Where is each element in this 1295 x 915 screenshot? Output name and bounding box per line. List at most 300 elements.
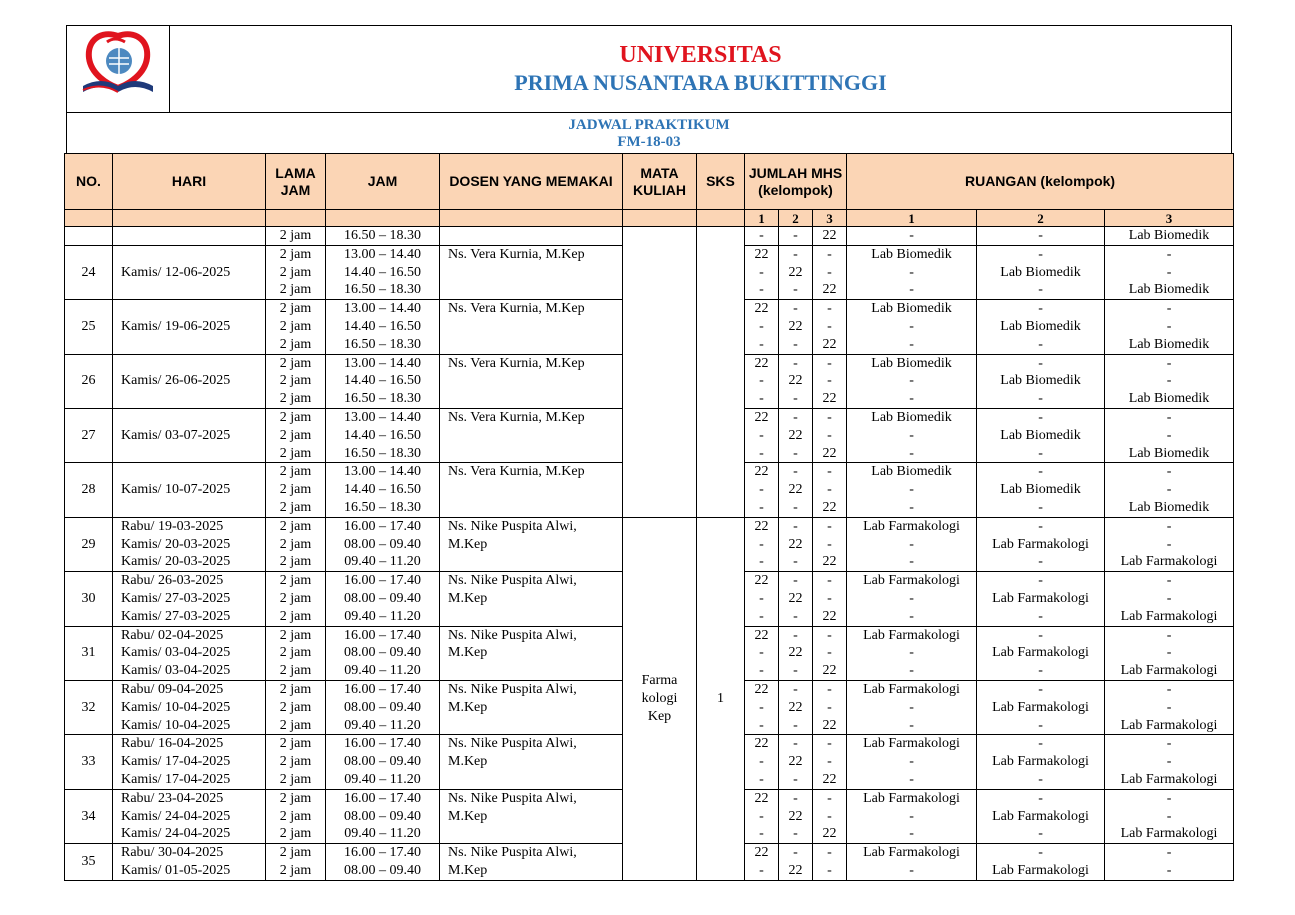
ruangan-r2-cell-line: Lab Farmakologi xyxy=(992,536,1089,552)
jumlah-g1-cell xyxy=(745,572,779,626)
lama-cell-line: 2 jam xyxy=(279,282,312,298)
jumlah-g1-cell-line: - xyxy=(759,717,764,733)
ruangan-r1-cell-line: - xyxy=(909,699,914,715)
ruangan-r2-cell-line: - xyxy=(1038,518,1043,534)
ruangan-r1-cell-line: - xyxy=(909,771,914,787)
lama-cell xyxy=(266,300,326,354)
lama-cell-line: 2 jam xyxy=(279,336,312,352)
hari-cell-line xyxy=(121,246,265,264)
ruangan-r3-cell-line: Lab Biomedik xyxy=(1128,336,1210,352)
lama-cell xyxy=(266,844,326,881)
jumlah-g2-cell-line: - xyxy=(793,717,798,733)
hari-cell-line: Kamis/ 17-04-2025 xyxy=(121,771,231,787)
jumlah-g3-cell xyxy=(813,844,847,881)
jumlah-g1-cell xyxy=(745,680,779,734)
ruangan-r2-cell xyxy=(977,735,1105,789)
ruangan-group-2: 2 xyxy=(977,210,1105,227)
jumlah-g2-cell-line: 22 xyxy=(788,808,803,824)
ruangan-r2-cell xyxy=(977,789,1105,843)
sks-empty-cell xyxy=(697,227,745,518)
ruangan-r3-cell-line: - xyxy=(1166,790,1172,806)
ruangan-r3-cell-line: - xyxy=(1166,736,1172,752)
ruangan-r3-cell xyxy=(1105,354,1234,408)
ruangan-r1-cell xyxy=(847,844,977,881)
ruangan-r1-cell-line: - xyxy=(909,445,914,461)
lama-cell-line: 2 jam xyxy=(279,573,312,589)
ruangan-r3-cell-line: - xyxy=(1166,754,1172,770)
ruangan-r2-cell-line: - xyxy=(1038,301,1043,317)
row-number: 24 xyxy=(65,245,113,299)
jumlah-g3-cell-line: - xyxy=(827,627,832,643)
ruangan-r2-cell-line: - xyxy=(1038,228,1043,243)
jumlah-g1-cell xyxy=(745,844,779,881)
mata-kuliah-cell xyxy=(623,517,697,880)
dosen-cell-line xyxy=(448,336,622,354)
col-header-lama: LAMA JAM xyxy=(266,154,326,210)
jumlah-g2-cell-line: - xyxy=(793,282,798,298)
jumlah-g2-cell xyxy=(779,680,813,734)
jumlah-g2-cell-line: - xyxy=(793,790,798,806)
hari-cell-line xyxy=(121,355,265,373)
ruangan-r1-cell-line: Lab Farmakologi xyxy=(863,736,960,752)
jumlah-g3-cell-line: - xyxy=(827,464,832,480)
jumlah-g2-cell xyxy=(779,735,813,789)
dosen-cell xyxy=(440,844,623,881)
jumlah-g3-cell-line: - xyxy=(827,301,832,317)
dosen-cell-line xyxy=(448,717,622,735)
dosen-cell-line: M.Kep xyxy=(448,699,488,715)
ruangan-r1-cell-line: - xyxy=(909,663,914,679)
jumlah-g3-cell-line: - xyxy=(827,482,832,498)
jumlah-g3-cell-line: - xyxy=(827,264,832,280)
jam-cell-line: 08.00 – 09.40 xyxy=(344,754,421,770)
jam-cell-line: 16.50 – 18.30 xyxy=(344,228,421,243)
row-number: 31 xyxy=(65,626,113,680)
ruangan-r2-cell xyxy=(977,517,1105,571)
university-line-1: UNIVERSITAS xyxy=(619,42,782,68)
ruangan-r2-cell xyxy=(977,227,1105,246)
jam-cell-line: 08.00 – 09.40 xyxy=(344,862,421,878)
ruangan-group-3: 3 xyxy=(1105,210,1234,227)
jumlah-g3-cell xyxy=(813,680,847,734)
lama-cell xyxy=(266,572,326,626)
ruangan-r3-cell-line: Lab Farmakologi xyxy=(1120,771,1218,787)
dosen-cell-line: Ns. Nike Puspita Alwi, xyxy=(448,627,577,643)
ruangan-r3-cell-line: Lab Biomedik xyxy=(1128,445,1210,461)
sks-cell: 1 xyxy=(697,517,745,880)
lama-cell-line: 2 jam xyxy=(279,445,312,461)
jumlah-g3-cell-line: - xyxy=(827,808,832,824)
jumlah-g2-cell xyxy=(779,463,813,517)
dosen-cell-line: M.Kep xyxy=(448,645,488,661)
jumlah-g3-cell-line: 22 xyxy=(822,608,837,624)
lama-cell-line: 2 jam xyxy=(279,663,312,679)
ruangan-r3-cell-line: Lab Biomedik xyxy=(1128,391,1210,407)
jumlah-g3-cell-line: 22 xyxy=(822,826,837,842)
hari-cell xyxy=(113,408,266,462)
hari-cell-line: Rabu/ 19-03-2025 xyxy=(121,518,224,534)
hari-cell xyxy=(113,245,266,299)
jam-cell-line: 16.00 – 17.40 xyxy=(344,845,421,861)
ruangan-r1-cell-line: - xyxy=(909,862,914,878)
ruangan-r2-cell-line: Lab Farmakologi xyxy=(992,699,1089,715)
jumlah-g3-cell-line: - xyxy=(827,590,832,606)
ruangan-r3-cell-line: - xyxy=(1166,355,1172,371)
jumlah-g2-cell xyxy=(779,227,813,246)
jam-cell xyxy=(326,245,440,299)
jumlah-g2-cell-line: - xyxy=(793,518,798,534)
hari-cell-line: Kamis/ 24-04-2025 xyxy=(121,826,231,842)
jumlah-g1-cell-line: - xyxy=(759,264,764,280)
hari-cell-line: Kamis/ 10-04-2025 xyxy=(121,717,231,733)
ruangan-r2-cell-line: - xyxy=(1038,845,1043,861)
jumlah-g1-cell-line: - xyxy=(759,826,764,842)
jumlah-g3-cell-line: - xyxy=(827,790,832,806)
ruangan-r2-cell-line: - xyxy=(1038,409,1043,425)
jumlah-g3-cell-line: - xyxy=(827,373,832,389)
row-number: 30 xyxy=(65,572,113,626)
jumlah-g1-cell-line: - xyxy=(759,771,764,787)
jumlah-g1-cell-line: - xyxy=(759,536,764,552)
document-header xyxy=(66,25,1232,113)
jam-cell-line: 16.00 – 17.40 xyxy=(344,627,421,643)
doc-title: JADWAL PRAKTIKUM xyxy=(568,117,730,133)
ruangan-r3-cell-line: - xyxy=(1166,427,1172,443)
hari-cell-line: Rabu/ 16-04-2025 xyxy=(121,736,224,752)
jumlah-g3-cell xyxy=(813,354,847,408)
ruangan-r1-cell xyxy=(847,227,977,246)
ruangan-r1-cell-line: - xyxy=(909,717,914,733)
jam-cell-line: 16.00 – 17.40 xyxy=(344,790,421,806)
hari-cell xyxy=(113,354,266,408)
jumlah-g1-cell-line: - xyxy=(759,663,764,679)
dosen-cell-line: M.Kep xyxy=(448,862,488,878)
jam-cell-line: 16.00 – 17.40 xyxy=(344,518,421,534)
jumlah-g2-cell-line: - xyxy=(793,336,798,352)
jumlah-g3-cell-line: - xyxy=(827,536,832,552)
jumlah-g3-cell-line: - xyxy=(827,409,832,425)
lama-cell-line: 2 jam xyxy=(279,318,312,334)
jam-cell xyxy=(326,626,440,680)
lama-cell-line: 2 jam xyxy=(279,645,312,661)
jumlah-g2-cell-line: - xyxy=(793,681,798,697)
ruangan-r1-cell-line: Lab Farmakologi xyxy=(863,518,960,534)
ruangan-r1-cell-line: - xyxy=(909,645,914,661)
jam-cell-line: 14.40 – 16.50 xyxy=(344,427,421,443)
jumlah-g3-cell xyxy=(813,227,847,246)
jam-cell xyxy=(326,572,440,626)
jumlah-g1-cell xyxy=(745,626,779,680)
jumlah-g1-cell-line: - xyxy=(759,373,764,389)
ruangan-r1-cell-line: - xyxy=(909,499,914,515)
ruangan-r2-cell-line: Lab Biomedik xyxy=(1000,264,1081,280)
ruangan-r3-cell xyxy=(1105,735,1234,789)
dosen-cell xyxy=(440,463,623,517)
lama-cell-line: 2 jam xyxy=(279,627,312,643)
jam-cell xyxy=(326,517,440,571)
ruangan-r2-cell-line: - xyxy=(1038,826,1043,842)
jumlah-g2-cell-line: 22 xyxy=(788,427,803,443)
jumlah-g2-cell-line: - xyxy=(793,845,798,861)
mata-kuliah-line: kologi xyxy=(641,690,678,706)
jumlah-g1-cell-line: - xyxy=(759,445,764,461)
jumlah-g1-cell-line: 22 xyxy=(754,627,769,643)
jumlah-g2-cell-line: 22 xyxy=(788,699,803,715)
jam-cell-line: 13.00 – 14.40 xyxy=(344,409,421,425)
dosen-cell-line: Ns. Vera Kurnia, M.Kep xyxy=(448,301,585,317)
lama-cell xyxy=(266,517,326,571)
jumlah-g1-cell-line: 22 xyxy=(754,355,769,371)
ruangan-r2-cell-line: - xyxy=(1038,391,1043,407)
ruangan-r1-cell-line: - xyxy=(909,608,914,624)
ruangan-r1-cell-line: Lab Biomedik xyxy=(871,464,952,480)
ruangan-r3-cell-line: - xyxy=(1166,264,1172,280)
ruangan-r2-cell-line: - xyxy=(1038,663,1043,679)
ruangan-r2-cell-line: - xyxy=(1038,681,1043,697)
dosen-cell xyxy=(440,572,623,626)
jumlah-g3-cell-line: 22 xyxy=(822,499,837,515)
ruangan-r3-cell xyxy=(1105,844,1234,881)
jumlah-g1-cell-line: - xyxy=(759,391,764,407)
ruangan-r1-cell-line: Lab Biomedik xyxy=(871,355,952,371)
row-number xyxy=(65,227,113,246)
jumlah-g1-cell xyxy=(745,789,779,843)
jumlah-g2-cell-line: 22 xyxy=(788,536,803,552)
ruangan-r1-cell-line: - xyxy=(909,554,914,570)
ruangan-r2-cell-line: - xyxy=(1038,499,1043,515)
dosen-cell-line: Ns. Vera Kurnia, M.Kep xyxy=(448,409,585,425)
dosen-cell-line: M.Kep xyxy=(448,536,488,552)
ruangan-r3-cell xyxy=(1105,408,1234,462)
hari-cell xyxy=(113,300,266,354)
lama-cell-line: 2 jam xyxy=(279,518,312,534)
ruangan-r2-cell-line: - xyxy=(1038,355,1043,371)
ruangan-r2-cell-line: Lab Biomedik xyxy=(1000,373,1081,389)
hari-cell-line xyxy=(121,499,265,517)
hari-cell xyxy=(113,680,266,734)
ruangan-r3-cell-line: - xyxy=(1166,373,1172,389)
jumlah-g3-cell-line: - xyxy=(827,754,832,770)
jam-cell-line: 08.00 – 09.40 xyxy=(344,808,421,824)
hari-cell-line xyxy=(121,463,265,481)
dosen-cell xyxy=(440,245,623,299)
dosen-cell-line: Ns. Nike Puspita Alwi, xyxy=(448,790,577,806)
hari-cell-line: Rabu/ 26-03-2025 xyxy=(121,573,224,589)
ruangan-r2-cell-line: Lab Biomedik xyxy=(1000,427,1081,443)
ruangan-r3-cell-line: - xyxy=(1166,573,1172,589)
jumlah-g1-cell-line: 22 xyxy=(754,845,769,861)
jumlah-g3-cell xyxy=(813,572,847,626)
dosen-cell xyxy=(440,300,623,354)
ruangan-r2-cell-line: - xyxy=(1038,464,1043,480)
jam-cell-line: 08.00 – 09.40 xyxy=(344,590,421,606)
hari-cell-line xyxy=(121,227,265,245)
hari-cell xyxy=(113,572,266,626)
jumlah-g3-cell-line: 22 xyxy=(822,554,837,570)
jam-cell-line: 09.40 – 11.20 xyxy=(344,826,421,842)
jumlah-g3-cell xyxy=(813,789,847,843)
jumlah-g3-cell-line: 22 xyxy=(822,663,837,679)
ruangan-r2-cell-line: Lab Farmakologi xyxy=(992,808,1089,824)
jam-cell-line: 16.50 – 18.30 xyxy=(344,282,421,298)
hari-cell-line: Rabu/ 09-04-2025 xyxy=(121,681,224,697)
jumlah-g3-cell-line: 22 xyxy=(822,771,837,787)
jumlah-g1-cell-line: 22 xyxy=(754,464,769,480)
hari-cell xyxy=(113,227,266,246)
jumlah-g3-cell-line: - xyxy=(827,318,832,334)
ruangan-r1-cell-line: - xyxy=(909,336,914,352)
ruangan-r1-cell xyxy=(847,463,977,517)
ruangan-r2-cell xyxy=(977,408,1105,462)
dosen-cell-line xyxy=(448,372,622,390)
table-body xyxy=(65,227,1234,881)
jumlah-g3-cell-line: - xyxy=(827,681,832,697)
jumlah-g1-cell-line: - xyxy=(759,427,764,443)
jumlah-g2-cell xyxy=(779,517,813,571)
hari-cell-line xyxy=(121,445,265,463)
jumlah-g2-cell-line: - xyxy=(793,663,798,679)
hari-cell-line: Kamis/ 03-04-2025 xyxy=(121,663,231,679)
jumlah-g1-cell-line: - xyxy=(759,862,764,878)
lama-cell-line: 2 jam xyxy=(279,536,312,552)
row-number: 32 xyxy=(65,680,113,734)
jam-cell-line: 16.00 – 17.40 xyxy=(344,736,421,752)
jumlah-g1-cell xyxy=(745,227,779,246)
hari-cell-line: Kamis/ 24-04-2025 xyxy=(121,808,231,824)
hari-cell-line: Kamis/ 01-05-2025 xyxy=(121,862,231,878)
jumlah-g3-cell-line: 22 xyxy=(822,228,837,243)
ruangan-r1-cell-line: Lab Farmakologi xyxy=(863,681,960,697)
jumlah-g1-cell-line: - xyxy=(759,590,764,606)
jumlah-g2-cell xyxy=(779,626,813,680)
lama-cell-line: 2 jam xyxy=(279,736,312,752)
dosen-cell xyxy=(440,227,623,246)
jam-cell-line: 16.50 – 18.30 xyxy=(344,445,421,461)
ruangan-r3-cell-line: - xyxy=(1166,536,1172,552)
jumlah-g2-cell xyxy=(779,408,813,462)
dosen-cell-line: Ns. Nike Puspita Alwi, xyxy=(448,518,577,534)
jam-cell xyxy=(326,789,440,843)
table-row xyxy=(65,517,1234,571)
university-line-2: PRIMA NUSANTARA BUKITTINGGI xyxy=(514,70,887,95)
jumlah-g1-cell-line: - xyxy=(759,336,764,352)
ruangan-r1-cell-line: Lab Biomedik xyxy=(871,301,952,317)
jumlah-g1-cell-line: 22 xyxy=(754,790,769,806)
jumlah-g1-cell xyxy=(745,245,779,299)
jumlah-g1-cell-line: 22 xyxy=(754,301,769,317)
lama-cell-line: 2 jam xyxy=(279,391,312,407)
jumlah-g3-cell-line: 22 xyxy=(822,445,837,461)
doc-code: FM-18-03 xyxy=(617,134,681,150)
jumlah-g1-cell-line: - xyxy=(759,808,764,824)
row-number: 27 xyxy=(65,408,113,462)
ruangan-r1-cell-line: Lab Farmakologi xyxy=(863,573,960,589)
ruangan-r3-cell-line: Lab Farmakologi xyxy=(1120,608,1218,624)
jumlah-g3-cell-line: - xyxy=(827,355,832,371)
jam-cell-line: 09.40 – 11.20 xyxy=(344,771,421,787)
ruangan-r2-cell-line: - xyxy=(1038,608,1043,624)
ruangan-r2-cell-line: - xyxy=(1038,736,1043,752)
ruangan-r3-cell-line: - xyxy=(1166,301,1172,317)
jumlah-g2-cell-line: - xyxy=(793,301,798,317)
jumlah-g2-cell-line: - xyxy=(793,736,798,752)
ruangan-r2-cell xyxy=(977,354,1105,408)
dosen-cell-line: Ns. Nike Puspita Alwi, xyxy=(448,736,577,752)
mata-kuliah-line: Farma xyxy=(641,673,678,689)
jumlah-g3-cell-line: - xyxy=(827,645,832,661)
lama-cell-line: 2 jam xyxy=(279,554,312,570)
ruangan-r1-cell xyxy=(847,626,977,680)
ruangan-r2-cell-line: - xyxy=(1038,554,1043,570)
jam-cell-line: 14.40 – 16.50 xyxy=(344,373,421,389)
jumlah-g2-cell xyxy=(779,572,813,626)
jam-cell xyxy=(326,735,440,789)
row-number: 26 xyxy=(65,354,113,408)
ruangan-r1-cell-line: - xyxy=(909,318,914,334)
hari-cell-line: Kamis/ 27-03-2025 xyxy=(121,608,231,624)
jumlah-g1-cell-line: - xyxy=(759,754,764,770)
ruangan-r1-cell xyxy=(847,245,977,299)
jumlah-g2-cell-line: - xyxy=(793,499,798,515)
jam-cell-line: 14.40 – 16.50 xyxy=(344,264,421,280)
ruangan-r2-cell xyxy=(977,300,1105,354)
jumlah-g2-cell-line: 22 xyxy=(788,645,803,661)
hari-cell-line: Kamis/ 10-07-2025 xyxy=(121,482,231,498)
lama-cell xyxy=(266,463,326,517)
jam-cell xyxy=(326,227,440,246)
dosen-cell-line: M.Kep xyxy=(448,754,488,770)
jumlah-g3-cell xyxy=(813,463,847,517)
jumlah-group-3: 3 xyxy=(813,210,847,227)
ruangan-r3-cell-line: - xyxy=(1166,464,1172,480)
jam-cell xyxy=(326,300,440,354)
ruangan-r2-cell-line: Lab Biomedik xyxy=(1000,318,1081,334)
ruangan-r1-cell-line: - xyxy=(909,536,914,552)
ruangan-r1-cell-line: - xyxy=(909,754,914,770)
jumlah-g1-cell-line: - xyxy=(759,282,764,298)
lama-cell xyxy=(266,680,326,734)
ruangan-r2-cell xyxy=(977,844,1105,881)
jumlah-g1-cell-line: - xyxy=(759,608,764,624)
ruangan-r2-cell xyxy=(977,680,1105,734)
ruangan-r3-cell-line: - xyxy=(1166,681,1172,697)
jumlah-g1-cell xyxy=(745,408,779,462)
jumlah-g1-cell-line: - xyxy=(759,699,764,715)
col-header-hari: HARI xyxy=(113,154,266,210)
jumlah-g2-cell-line: - xyxy=(793,826,798,842)
ruangan-r2-cell xyxy=(977,572,1105,626)
dosen-cell xyxy=(440,680,623,734)
ruangan-r1-cell xyxy=(847,572,977,626)
ruangan-r2-cell-line: Lab Farmakologi xyxy=(992,645,1089,661)
jumlah-g2-cell xyxy=(779,354,813,408)
jumlah-g2-cell-line: - xyxy=(793,228,798,243)
jam-cell-line: 16.50 – 18.30 xyxy=(344,499,421,515)
ruangan-r2-cell-line: Lab Farmakologi xyxy=(992,590,1089,606)
ruangan-r2-cell xyxy=(977,463,1105,517)
col-header-jam: JAM xyxy=(326,154,440,210)
jumlah-g2-cell-line: - xyxy=(793,573,798,589)
jam-cell-line: 08.00 – 09.40 xyxy=(344,536,421,552)
ruangan-r2-cell-line: Lab Biomedik xyxy=(1000,482,1081,498)
dosen-cell xyxy=(440,408,623,462)
jumlah-g2-cell xyxy=(779,300,813,354)
jumlah-g2-cell-line: - xyxy=(793,771,798,787)
ruangan-r3-cell-line: - xyxy=(1166,862,1172,878)
lama-cell-line: 2 jam xyxy=(279,681,312,697)
lama-cell-line: 2 jam xyxy=(279,608,312,624)
ruangan-r3-cell-line: - xyxy=(1166,808,1172,824)
